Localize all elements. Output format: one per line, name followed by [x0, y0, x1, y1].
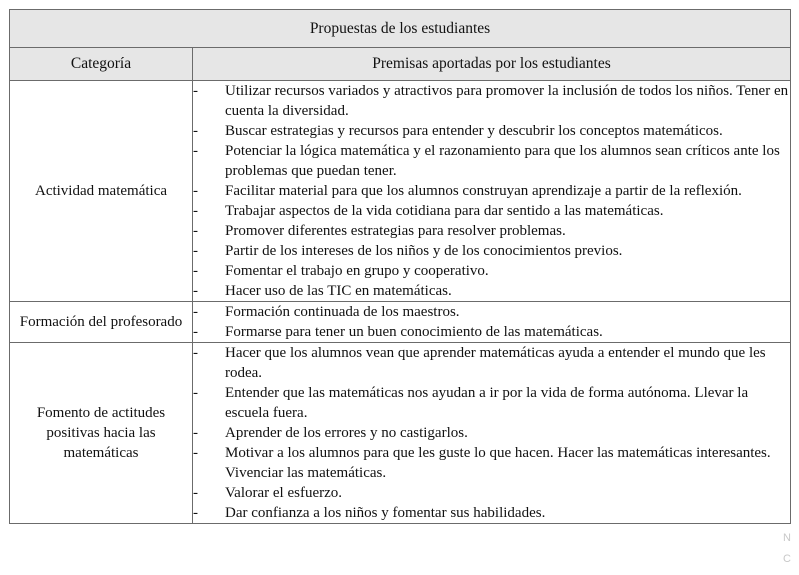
list-item: [193, 201, 790, 221]
premise-text: Utilizar recursos variados y atractivos para promover la inclusión de todos los niños. Tener en cuenta la diversidad.: [225, 83, 789, 119]
dash-bullet: -: [193, 324, 198, 340]
dash-bullet: -: [193, 123, 198, 139]
premise-text: Formación continuada de los maestros.: [225, 304, 460, 320]
dash-bullet: -: [193, 304, 198, 320]
category-cell: Formación del profesorado: [10, 302, 193, 343]
list-item: [193, 281, 790, 301]
premise-text: Motivar a los alumnos para que les guste lo que hacen. Hacer las matemáticas interesantes. Vivenciar las matemáticas.: [225, 445, 771, 481]
margin-mark: C: [783, 553, 791, 565]
premise-text: Hacer uso de las TIC en matemáticas.: [225, 283, 452, 299]
dash-bullet: -: [193, 505, 198, 521]
premise-text: Facilitar material para que los alumnos construyan aprendizaje a partir de la reflexión.: [225, 183, 742, 199]
premises-list: [193, 343, 790, 523]
premise-text: Hacer que los alumnos vean que aprender matemáticas ayuda a entender el mundo que les rodea.: [225, 345, 766, 381]
premise-text: Entender que las matemáticas nos ayudan a ir por la vida de forma autónoma. Llevar la escuela fuera.: [225, 385, 749, 421]
dash-bullet: -: [193, 345, 198, 361]
premises-cell: [193, 302, 791, 343]
premise-text: Dar confianza a los niños y fomentar sus habilidades.: [225, 505, 546, 521]
list-item: [193, 221, 790, 241]
dash-bullet: -: [193, 203, 198, 219]
list-item: [193, 343, 790, 383]
proposals-table: [9, 9, 791, 524]
dash-bullet: -: [193, 223, 198, 239]
list-item: [193, 81, 790, 121]
list-item: [193, 322, 790, 342]
table-row: [10, 81, 791, 302]
margin-mark: N: [783, 532, 791, 544]
premise-text: Formarse para tener un buen conocimiento de las matemáticas.: [225, 324, 603, 340]
list-item: [193, 121, 790, 141]
table-row: [10, 343, 791, 524]
list-item: [193, 383, 790, 423]
dash-bullet: -: [193, 143, 198, 159]
premise-text: Potenciar la lógica matemática y el razonamiento para que los alumnos sean críticos ante los problemas que puedan tener.: [225, 143, 780, 179]
dash-bullet: -: [193, 445, 198, 461]
list-item: [193, 302, 790, 322]
premise-text: Valorar el esfuerzo.: [225, 485, 343, 501]
dash-bullet: -: [193, 243, 198, 259]
list-item: [193, 423, 790, 443]
category-cell: Actividad matemática: [10, 81, 193, 302]
list-item: [193, 141, 790, 181]
premise-text: Aprender de los errores y no castigarlos.: [225, 425, 468, 441]
premises-cell: [193, 81, 791, 302]
category-column-header: Categoría: [10, 48, 193, 81]
premises-column-header: Premisas aportadas por los estudiantes: [193, 48, 791, 81]
table-header-row: [10, 48, 791, 81]
list-item: [193, 443, 790, 483]
dash-bullet: -: [193, 425, 198, 441]
list-item: [193, 261, 790, 281]
list-item: [193, 483, 790, 503]
table-row: [10, 302, 791, 343]
dash-bullet: -: [193, 83, 198, 99]
premise-text: Buscar estrategias y recursos para entender y descubrir los conceptos matemáticos.: [225, 123, 723, 139]
dash-bullet: -: [193, 485, 198, 501]
premises-list: [193, 302, 790, 342]
premise-text: Partir de los intereses de los niños y de los conocimientos previos.: [225, 243, 623, 259]
list-item: [193, 181, 790, 201]
list-item: [193, 503, 790, 523]
table-title: Propuestas de los estudiantes: [10, 10, 791, 48]
table-title-row: [10, 10, 791, 48]
category-cell: Fomento de actitudes positivas hacia las matemáticas: [10, 343, 193, 524]
premise-text: Promover diferentes estrategias para resolver problemas.: [225, 223, 566, 239]
premises-list: [193, 81, 790, 301]
premise-text: Fomentar el trabajo en grupo y cooperativo.: [225, 263, 489, 279]
premises-cell: [193, 343, 791, 524]
premise-text: Trabajar aspectos de la vida cotidiana para dar sentido a las matemáticas.: [225, 203, 664, 219]
list-item: [193, 241, 790, 261]
dash-bullet: -: [193, 183, 198, 199]
dash-bullet: -: [193, 263, 198, 279]
dash-bullet: -: [193, 385, 198, 401]
dash-bullet: -: [193, 283, 198, 299]
